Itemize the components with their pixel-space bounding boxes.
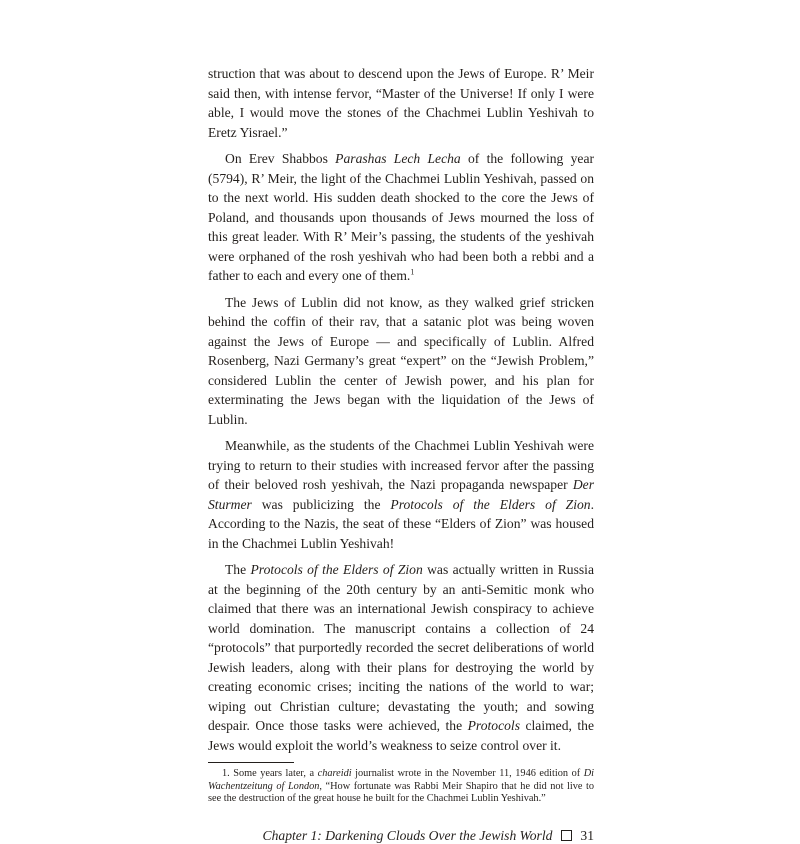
footnote-reference: 1 — [410, 267, 415, 277]
text-segment: was publicizing the — [251, 496, 391, 512]
italic-text: Di Wachentzeitung of London — [208, 768, 595, 792]
paragraph-5 — [208, 560, 594, 755]
footnote — [208, 768, 594, 806]
italic-text: Protocols of the Elders of Zion — [250, 562, 423, 577]
footnote-divider — [208, 762, 294, 763]
paragraph-2 — [208, 149, 594, 286]
text-segment: claimed, the Jews would exploit the world’s weakness to seize control over it. — [208, 718, 594, 753]
text-segment: journalist wrote in the November 11, 1946 edition of — [351, 768, 584, 779]
book-page — [208, 64, 594, 844]
page-number: 31 — [580, 827, 594, 843]
text-segment: On Erev Shabbos — [225, 151, 336, 166]
italic-text: chareidi — [317, 768, 352, 779]
text-segment: . According to the Nazis, the seat of these “Elders of Zion” was housed in the Chachmei Lublin Yeshivah! — [208, 496, 594, 551]
paragraph-1 — [208, 64, 594, 142]
text-segment: , “How fortunate was Rabbi Meir Shapiro that he did not live to see the destruction of the great house he built for the Chachmei Lublin Yeshivah.” — [208, 780, 594, 805]
italic-text: Der Sturmer — [208, 477, 594, 512]
text-segment: Meanwhile, as the students of the Chachmei Lublin Yeshivah were trying to return to their studies with increased fervor after the passing of their beloved rosh yeshivah, the Nazi propaganda newspaper — [208, 438, 594, 492]
body-text — [208, 64, 594, 755]
text-segment: The — [225, 562, 251, 577]
italic-text: Protocols — [467, 718, 520, 733]
paragraph-4 — [208, 436, 594, 553]
italic-text: Protocols of the Elders of Zion — [390, 496, 591, 512]
square-separator-icon — [561, 830, 572, 841]
text-segment: 1. Some years later, a — [222, 768, 318, 779]
paragraph-3 — [208, 293, 594, 430]
chapter-title: Chapter 1: Darkening Clouds Over the Jewish World — [262, 827, 553, 843]
text-segment: was actually written in Russia at the beginning of the 20th century by an anti-Semitic monk who claimed that there was an international Jewish conspiracy to achieve world domination. The manuscript contains a collection of 24 “protocols” that purportedly recorded the secret deliberations of world Jewish leaders, along with their plans for destroying the world by creating economic crises; inciting the nations of the world to war; wiping out Christian culture; devastating the youth; and sowing despair. Once those tasks were achieved, the — [208, 562, 594, 733]
text-segment: struction that was about to descend upon the Jews of Europe. R’ Meir said then, with intense fervor, “Master of the Universe! If only I were able, I would move the stones of the Chachmei Lublin Yeshivah to Eretz Yisrael.” — [208, 66, 594, 140]
text-segment: of the following year (5794), R’ Meir, the light of the Chachmei Lublin Yeshivah, passed on to the next world. His sudden death shocked to the core the Jews of Poland, and thousands upon thousands of Jews mourned the loss of this great leader. With R’ Meir’s passing, the students of the yeshivah were orphaned of the rosh yeshivah who had been both a rebbi and a father to each and every one of them. — [208, 151, 595, 283]
text-segment: The Jews of Lublin did not know, as they walked grief stricken behind the coffin of their rav, that a satanic plot was being woven against the Jews of Europe — and specifically of Lublin. Alfred Rosenberg, Nazi Germany’s great “expert” on the “Jewish Problem,” considered Lublin the center of Jewish power, and his plan for exterminating the Jews began with the liquidation of the Jews of Lublin. — [208, 294, 594, 427]
italic-text: Parashas Lech Lecha — [335, 151, 461, 166]
running-footer — [208, 828, 594, 844]
